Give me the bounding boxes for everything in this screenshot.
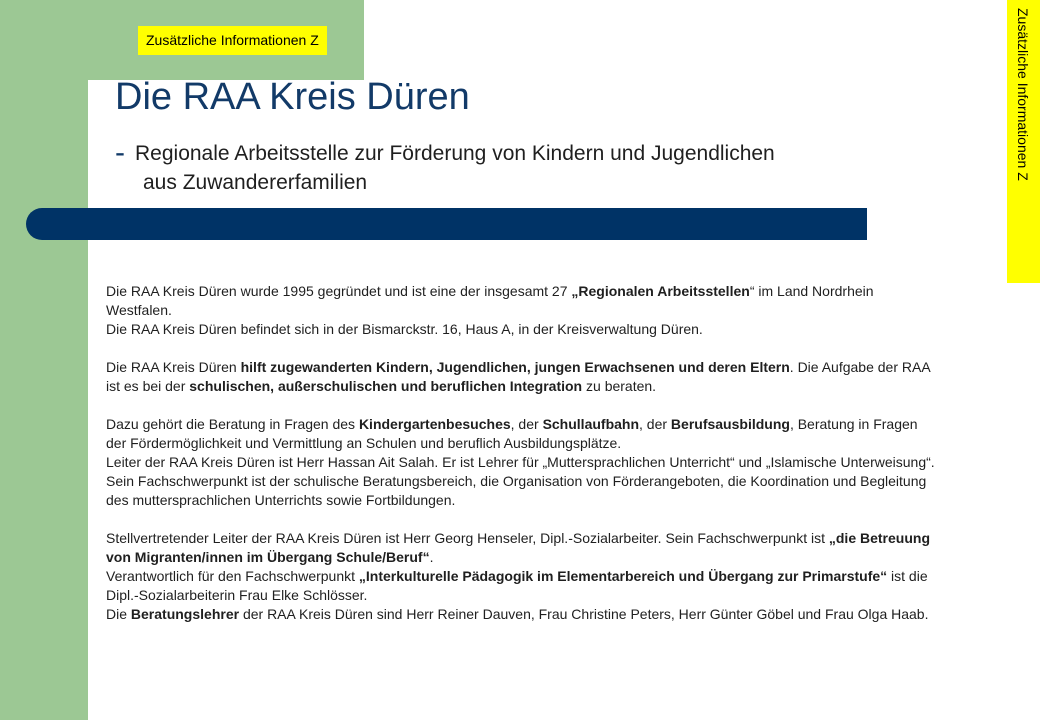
subtitle-line-1: Regionale Arbeitsstelle zur Förderung von Kindern und Jugendlichen xyxy=(135,142,775,165)
info-tag-side-label: Zusätzliche Informationen Z xyxy=(1015,8,1031,181)
paragraph-counseling: Dazu gehört die Beratung in Fragen des Kindergartenbesuches, der Schullaufbahn, der Berufsausbildung, Beratung in Fragen der Fördermöglichkeit und Vermittlung an Schulen und beruflich Ausbildungsplätze. xyxy=(106,416,918,451)
info-tag-top: Zusätzliche Informationen Z xyxy=(138,26,327,55)
slide-title: Die RAA Kreis Düren xyxy=(115,76,470,118)
info-tag-side xyxy=(1007,0,1040,283)
slide-subtitle xyxy=(115,138,995,197)
paragraph-mission: Die RAA Kreis Düren hilft zugewanderten Kindern, Jugendlichen, jungen Erwachsenen und deren Eltern. Die Aufgabe der RAA ist es bei der schulischen, außerschulischen und beruflichen Integration zu beraten. xyxy=(106,359,930,394)
paragraph-deputy: Stellvertretender Leiter der RAA Kreis Düren ist Herr Georg Henseler, Dipl.-Sozialarbeiter. Sein Fachschwerpunkt ist „die Betreuung von Migranten/innen im Übergang Schule/Beruf“. xyxy=(106,530,930,565)
subtitle-line-2: aus Zuwandererfamilien xyxy=(143,171,368,194)
paragraph-founding: Die RAA Kreis Düren wurde 1995 gegründet und ist eine der insgesamt 27 „Regionalen Arbeitsstellen“ im Land Nordrhein Westfalen. xyxy=(106,283,874,318)
left-green-band xyxy=(0,0,88,720)
body-text xyxy=(106,282,936,624)
subtitle-dash: - xyxy=(115,136,125,169)
title-bar xyxy=(26,208,867,240)
paragraph-leader: Leiter der RAA Kreis Düren ist Herr Hassan Ait Salah. Er ist Lehrer für „Muttersprachlichen Unterricht“ und „Islamische Unterweisung“. Sein Fachschwerpunkt ist der schulische Beratungsbereich, die Organisation von Förderangeboten, die Koordination und Begleitung des muttersprachlichen Unterrichts sowie Fortbildungen. xyxy=(106,454,935,508)
paragraph-advisors: Die Beratungslehrer der RAA Kreis Düren sind Herr Reiner Dauven, Frau Christine Peters, Herr Günter Göbel und Frau Olga Haab. xyxy=(106,606,929,622)
paragraph-elementary: Verantwortlich für den Fachschwerpunkt „Interkulturelle Pädagogik im Elementarbereich und Übergang zur Primarstufe“ ist die Dipl.-Sozialarbeiterin Frau Elke Schlösser. xyxy=(106,568,928,603)
paragraph-address: Die RAA Kreis Düren befindet sich in der Bismarckstr. 16, Haus A, in der Kreisverwaltung Düren. xyxy=(106,321,703,337)
